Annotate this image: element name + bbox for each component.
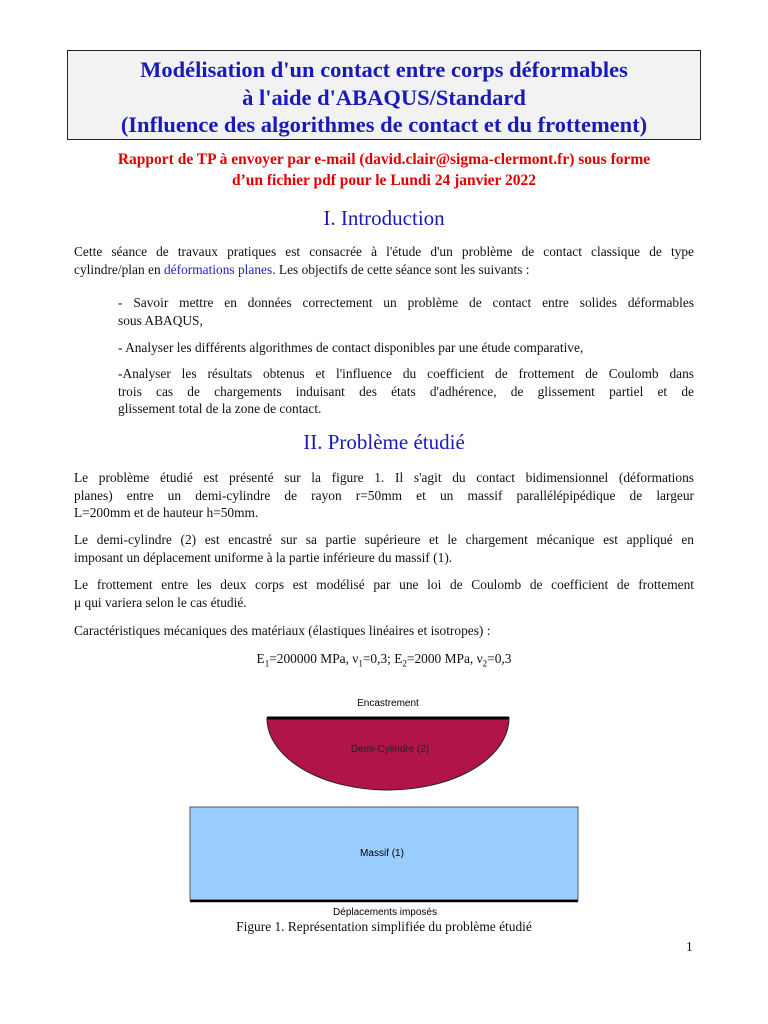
objective-2: - Analyser les différents algorithmes de contact disponibles par une étude comparative, <box>118 340 584 355</box>
imposed-displacement-label: Déplacements imposés <box>333 907 437 918</box>
title-line-2: à l'aide d'ABAQUS/Standard <box>242 84 526 110</box>
objective-3: -Analyser les résultats obtenus et l'influence du coefficient de frottement de Coulomb dans trois cas de chargements induisant des états d'adhérence, de glissement partiel et de glissement total de la zone de contact. <box>118 366 694 416</box>
section-1-heading: I. Introduction <box>323 206 445 230</box>
section-2-heading: II. Problème étudié <box>303 430 465 454</box>
title-line-1: Modélisation d'un contact entre corps déformables <box>140 57 628 82</box>
title-box <box>67 50 701 140</box>
problem-paragraph-3: Le frottement entre les deux corps est modélisé par une loi de Coulomb de coefficient de frottement μ qui variera selon le cas étudié. <box>74 577 694 610</box>
materials-formula: $E_1=200000$ MPa, $\nu_1=0,3$; $E_2=2000$ MPa, $\nu_2=0,3$ <box>256 651 512 669</box>
intro-line-2: cylindre/plan en déformations planes. Les objectifs de cette séance sont les suivants : <box>74 261 530 277</box>
intro-paragraph <box>74 243 694 278</box>
figure-1-diagram <box>180 690 590 920</box>
problem-paragraph-2: Le demi-cylindre (2) est encastré sur sa partie supérieure et le chargement mécanique est appliqué en imposant un déplacement uniforme à la partie inférieure du massif (1). <box>74 532 694 565</box>
materials-intro: Caractéristiques mécaniques des matériaux (élastiques linéaires et isotropes) : <box>74 623 491 638</box>
problem-paragraph-1: Le problème étudié est présenté sur la figure 1. Il s'agit du contact bidimensionnel (déformations planes) entre un demi-cylindre de rayon r=50mm et un massif parallélépipédique de largeur L=200mm et de hauteur h=50mm. <box>74 470 694 520</box>
title-line-3: (Influence des algorithmes de contact et du frottement) <box>120 112 648 137</box>
half-cylinder-label: Demi-Cylindre (2) <box>350 744 430 755</box>
block-label: Massif (1) <box>360 848 404 859</box>
page-number: 1 <box>686 939 693 954</box>
figure-caption: Figure 1. Représentation simplifiée du problème étudié <box>236 919 532 934</box>
fixed-support-label: Encastrement <box>357 698 419 709</box>
report-line-2: d’un fichier pdf pour le Lundi 24 janvier 2022 <box>231 172 537 189</box>
report-line-1: Rapport de TP à envoyer par e-mail (david.clair@sigma-clermont.fr) sous forme <box>117 151 651 168</box>
report-notice <box>60 149 708 191</box>
plane-strain-link[interactable]: déformations planes <box>163 261 273 277</box>
intro-line-1: Cette séance de travaux pratiques est consacrée à l'étude d'un problème de contact classique de type <box>74 244 694 259</box>
objective-1: - Savoir mettre en données correctement un problème de contact entre solides déformables sous ABAQUS, <box>118 295 694 328</box>
